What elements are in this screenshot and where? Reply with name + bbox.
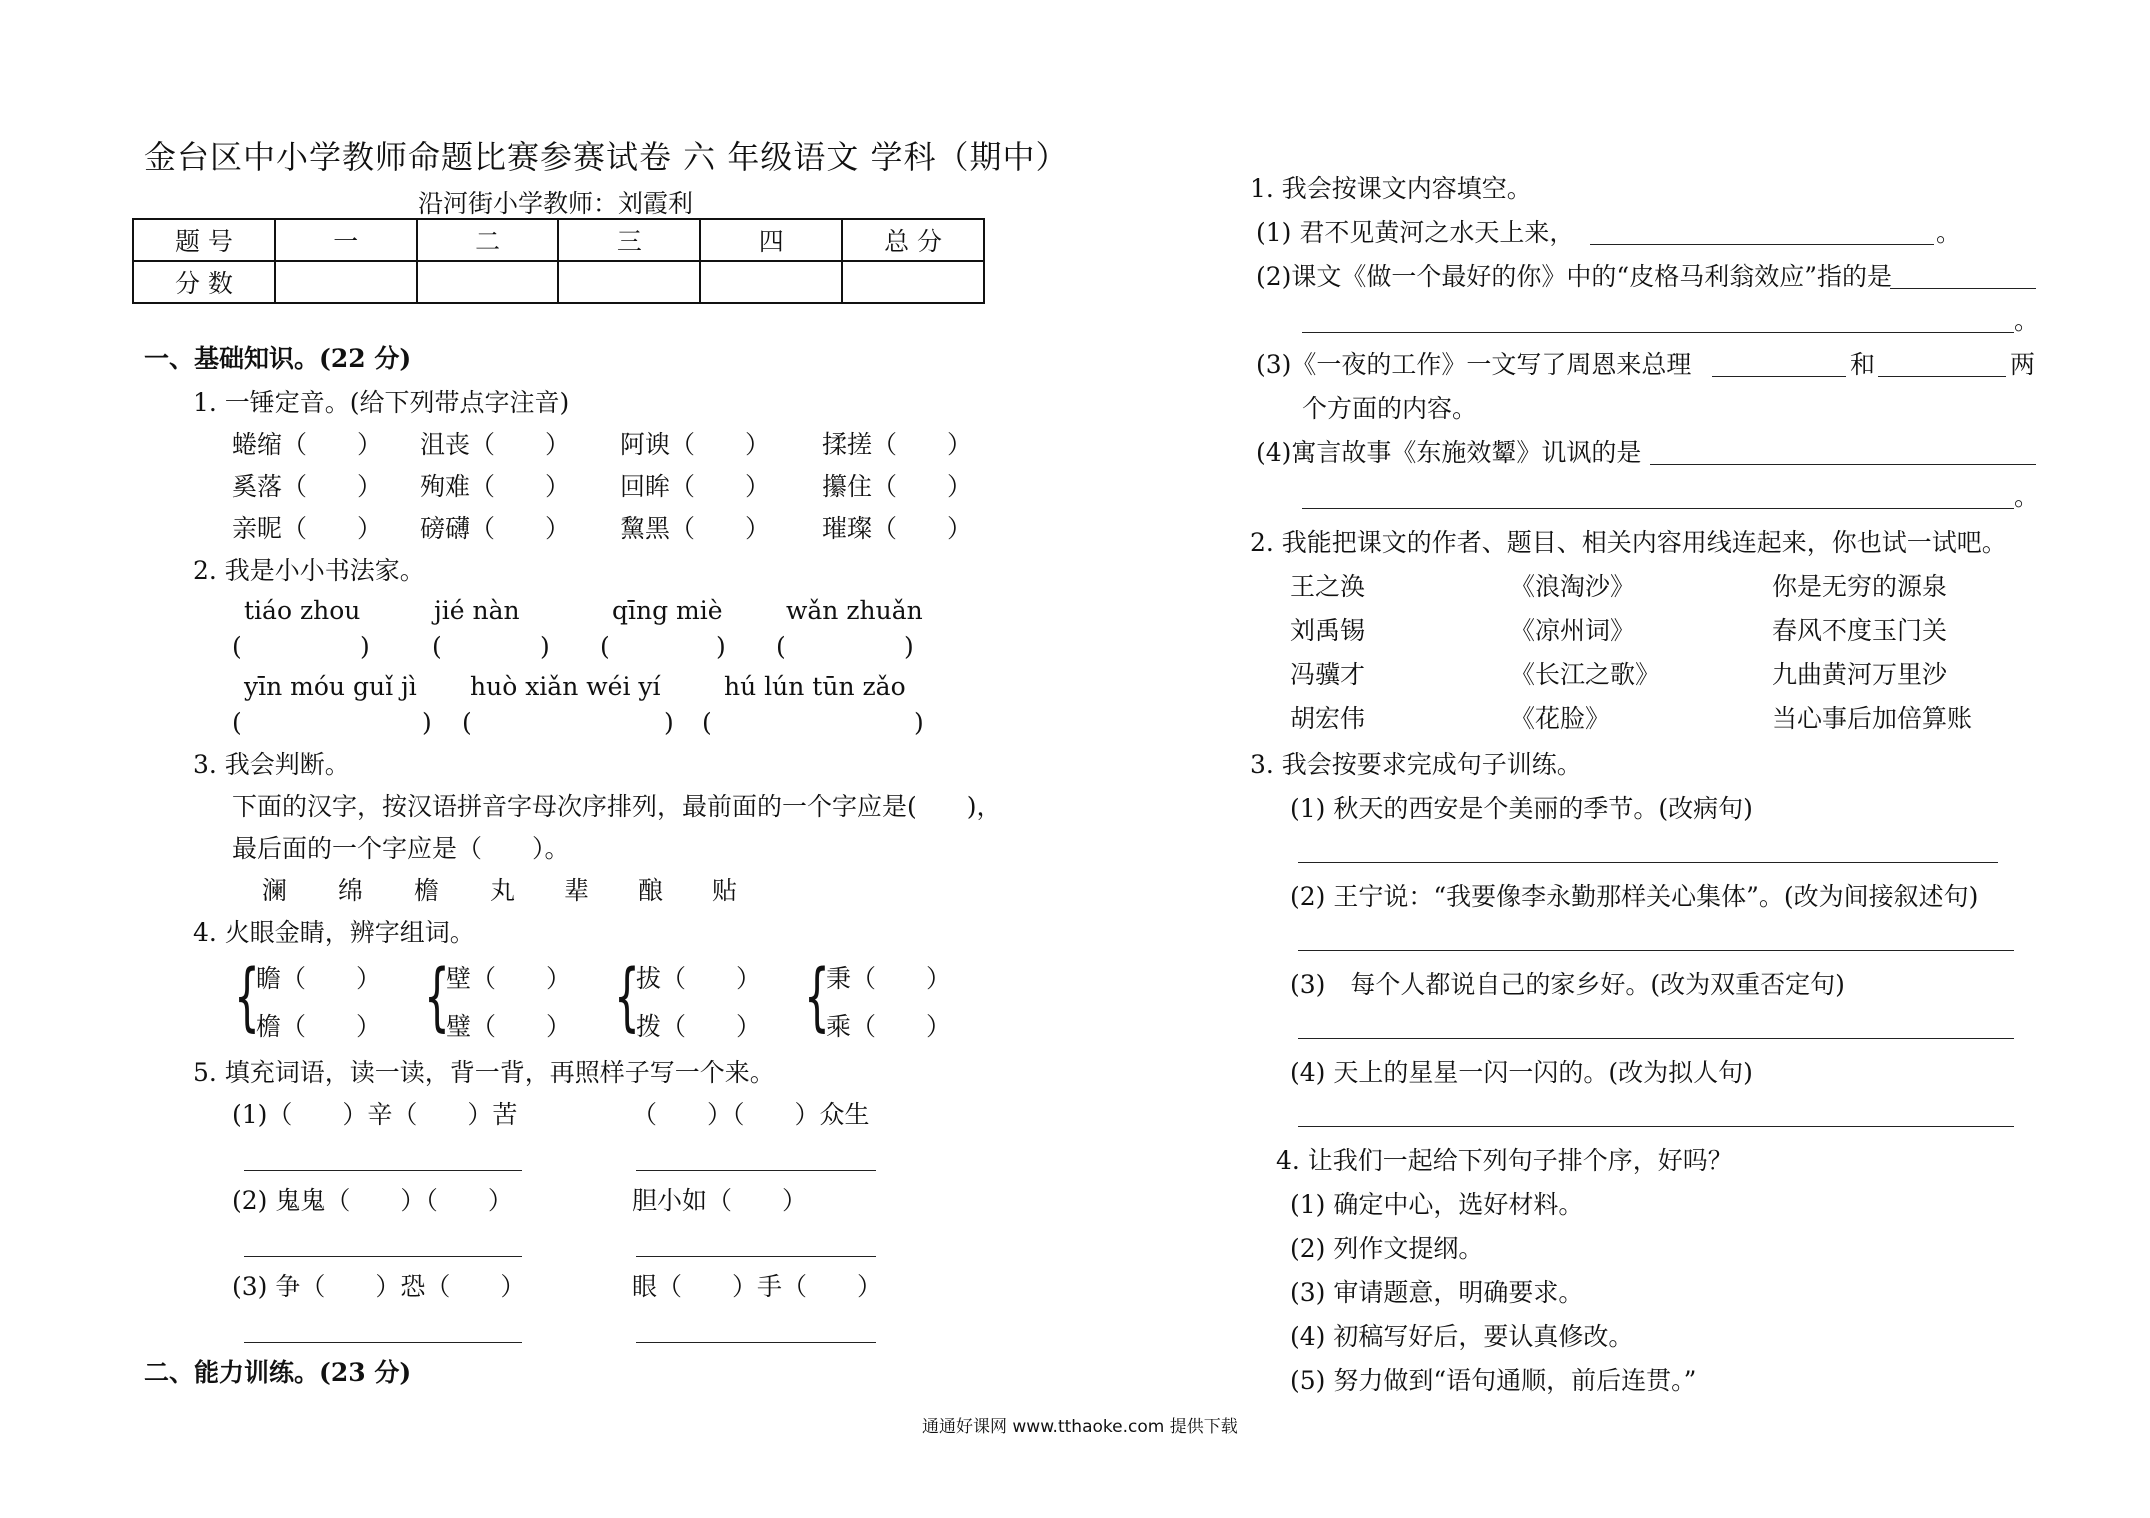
answer-paren[interactable]: ) [422, 708, 432, 737]
answer-line[interactable] [636, 1170, 876, 1171]
q4-item: 拨（ ） [636, 1012, 762, 1041]
r-q1-line3c: 两 [2010, 350, 2036, 379]
q1-word: 殉难（ ） [420, 472, 571, 501]
score-header-row [133, 219, 984, 261]
section2-heading: 二、能力训练。(23 分) [144, 1358, 412, 1387]
author: 王之涣 [1290, 572, 1366, 601]
answer-line[interactable] [1590, 244, 1934, 245]
answer-line[interactable] [244, 1170, 522, 1171]
author-line: 沿河街小学教师：刘霞利 [418, 189, 694, 218]
answer-line[interactable] [636, 1342, 876, 1343]
score-cell: 分 数 [133, 261, 275, 303]
q3-line1: 下面的汉字，按汉语拼音字母次序排列，最前面的一个字应是( )， [232, 792, 1002, 821]
r-q4-item: (1) 确定中心，选好材料。 [1290, 1190, 1584, 1219]
q3-title: 3. 我会判断。 [193, 750, 350, 779]
author: 冯骥才 [1290, 660, 1366, 689]
score-input-cell[interactable] [700, 261, 842, 303]
answer-line[interactable] [244, 1256, 522, 1257]
work-content: 当心事后加倍算账 [1772, 704, 1973, 733]
answer-paren[interactable]: ( [232, 708, 242, 737]
r-q1-end: 。 [1936, 218, 1962, 247]
work-title: 《长江之歌》 [1510, 660, 1661, 689]
r-q3-item: (3) 每个人都说自己的家乡好。(改为双重否定句) [1290, 970, 1845, 999]
r-q4-item: (4) 初稿写好后，要认真修改。 [1290, 1322, 1634, 1351]
q5-item: (2) 鬼鬼（ ）（ ） [232, 1186, 513, 1215]
q4-item: 璧（ ） [446, 1012, 572, 1041]
q5-item: (3) 争（ ）恐（ ） [232, 1272, 526, 1301]
r-q1-line1: (1) 君不见黄河之水天上来， [1256, 218, 1575, 247]
r-q1-line3a: (3)《一夜的工作》一文写了周恩来总理 [1256, 350, 1692, 379]
answer-line[interactable] [1712, 376, 1846, 377]
score-cell: 题 号 [133, 219, 275, 261]
page-title: 金台区中小学教师命题比赛参赛试卷 六 年级语文 学科（期中） [144, 138, 1069, 176]
r-q1-line3b: 和 [1850, 350, 1876, 379]
answer-paren[interactable]: ) [904, 632, 914, 661]
answer-line[interactable] [244, 1342, 522, 1343]
work-title: 《凉州词》 [1510, 616, 1636, 645]
work-title: 《浪淘沙》 [1510, 572, 1636, 601]
q1-word: 回眸（ ） [620, 472, 771, 501]
q3-char: 澜 [262, 876, 288, 905]
q5-item: （ ）（ ）众生 [632, 1100, 870, 1129]
answer-paren[interactable]: ( [600, 632, 610, 661]
q4-item: 乘（ ） [826, 1012, 952, 1041]
work-content: 春风不度玉门关 [1772, 616, 1948, 645]
answer-paren[interactable]: ) [914, 708, 924, 737]
q4-item: 拔（ ） [636, 964, 762, 993]
score-input-cell[interactable] [417, 261, 559, 303]
brace-icon: { [234, 954, 260, 1040]
score-input-cell[interactable] [558, 261, 700, 303]
q3-line2: 最后面的一个字应是（ ）。 [232, 834, 570, 863]
answer-line[interactable] [1298, 1038, 2014, 1039]
q4-title: 4. 火眼金睛，辨字组词。 [193, 918, 475, 947]
r-q4-item: (3) 审请题意，明确要求。 [1290, 1278, 1584, 1307]
answer-paren[interactable]: ( [462, 708, 472, 737]
work-title: 《花脸》 [1510, 704, 1611, 733]
r-q1-line3d: 个方面的内容。 [1302, 394, 1478, 423]
q4-item: 秉（ ） [826, 964, 952, 993]
answer-paren[interactable]: ) [716, 632, 726, 661]
r-q4-title: 4. 让我们一起给下列句子排个序，好吗？ [1276, 1146, 1733, 1175]
answer-paren[interactable]: ( [702, 708, 712, 737]
q1-word: 奚落（ ） [232, 472, 383, 501]
q1-word: 蜷缩（ ） [232, 430, 383, 459]
answer-paren[interactable]: ( [232, 632, 242, 661]
q1-word: 磅礴（ ） [420, 514, 571, 543]
score-cell: 一 [275, 219, 417, 261]
answer-line[interactable] [1878, 376, 2006, 377]
score-cell: 三 [558, 219, 700, 261]
section1-heading: 一、基础知识。(22 分) [144, 344, 412, 373]
score-cell: 二 [417, 219, 559, 261]
q1-word: 揉搓（ ） [822, 430, 973, 459]
answer-line[interactable] [1298, 862, 1998, 863]
q4-item: 壁（ ） [446, 964, 572, 993]
q3-char: 贴 [712, 876, 738, 905]
answer-paren[interactable]: ) [540, 632, 550, 661]
answer-line[interactable] [1302, 508, 2014, 509]
r-q1-title: 1. 我会按课文内容填空。 [1250, 174, 1532, 203]
q5-item: 胆小如（ ） [632, 1186, 808, 1215]
score-cell: 四 [700, 219, 842, 261]
pinyin: jié nàn [434, 596, 520, 625]
pinyin: huò xiǎn wéi yí [470, 672, 661, 701]
q3-char: 丸 [490, 876, 516, 905]
r-q3-title: 3. 我会按要求完成句子训练。 [1250, 750, 1582, 779]
q4-item: 瞻（ ） [256, 964, 382, 993]
r-q3-item: (4) 天上的星星一闪一闪的。(改为拟人句) [1290, 1058, 1753, 1087]
answer-line[interactable] [1302, 332, 2014, 333]
r-q4-item: (5) 努力做到“语句通顺，前后连贯。” [1290, 1366, 1697, 1395]
r-q2-title: 2. 我能把课文的作者、题目、相关内容用线连起来，你也试一试吧。 [1250, 528, 2007, 557]
q5-title: 5. 填充词语，读一读，背一背，再照样子写一个来。 [193, 1058, 775, 1087]
answer-paren[interactable]: ) [360, 632, 370, 661]
pinyin: yīn móu guǐ jì [244, 672, 417, 701]
q3-char: 檐 [414, 876, 440, 905]
q1-word: 黧黑（ ） [620, 514, 771, 543]
answer-line[interactable] [636, 1256, 876, 1257]
r-q3-item: (1) 秋天的西安是个美丽的季节。(改病句) [1290, 794, 1753, 823]
score-input-cell[interactable] [275, 261, 417, 303]
q3-char: 辈 [564, 876, 590, 905]
q1-word: 亲昵（ ） [232, 514, 383, 543]
author: 胡宏伟 [1290, 704, 1366, 733]
q1-word: 沮丧（ ） [420, 430, 571, 459]
author: 刘禹锡 [1290, 616, 1366, 645]
q2-title: 2. 我是小小书法家。 [193, 556, 425, 585]
q5-item: (1)（ ）辛（ ）苦 [232, 1100, 518, 1129]
r-q1-end: 。 [2014, 306, 2040, 335]
q1-word: 阿谀（ ） [620, 430, 771, 459]
brace-icon: { [424, 954, 450, 1040]
score-table [132, 218, 985, 304]
pinyin: tiáo zhou [244, 596, 361, 625]
pinyin: wǎn zhuǎn [786, 596, 923, 625]
footer-credit: 通通好课网 www.tthaoke.com 提供下载 [922, 1417, 1238, 1437]
q1-word: 璀璨（ ） [822, 514, 973, 543]
q5-item: 眼（ ）手（ ） [632, 1272, 883, 1301]
q3-char: 绵 [338, 876, 364, 905]
brace-icon: { [614, 954, 640, 1040]
pinyin: hú lún tūn zǎo [724, 672, 906, 701]
answer-paren[interactable]: ) [664, 708, 674, 737]
answer-paren[interactable]: ( [432, 632, 442, 661]
pinyin: qīng miè [612, 596, 723, 625]
q4-item: 檐（ ） [256, 1012, 382, 1041]
score-cell: 总 分 [842, 219, 984, 261]
r-q3-item: (2) 王宁说：“我要像李永勤那样关心集体”。(改为间接叙述句) [1290, 882, 1979, 911]
q3-char: 酿 [638, 876, 664, 905]
r-q4-item: (2) 列作文提纲。 [1290, 1234, 1484, 1263]
r-q1-end: 。 [2014, 482, 2040, 511]
work-content: 九曲黄河万里沙 [1772, 660, 1948, 689]
answer-line[interactable] [1298, 950, 2014, 951]
answer-line[interactable] [1298, 1126, 2014, 1127]
score-input-cell[interactable] [842, 261, 984, 303]
work-content: 你是无穷的源泉 [1772, 572, 1948, 601]
r-q1-line4: (4)寓言故事《东施效颦》讥讽的是 [1256, 438, 1642, 467]
brace-icon: { [804, 954, 830, 1040]
q1-title: 1. 一锤定音。(给下列带点字注音) [193, 388, 570, 417]
answer-line[interactable] [1890, 288, 2036, 289]
score-value-row [133, 261, 984, 303]
r-q1-line2: (2)课文《做一个最好的你》中的“皮格马利翁效应”指的是 [1256, 262, 1892, 291]
answer-line[interactable] [1650, 464, 2036, 465]
answer-paren[interactable]: ( [776, 632, 786, 661]
q1-word: 攥住（ ） [822, 472, 973, 501]
